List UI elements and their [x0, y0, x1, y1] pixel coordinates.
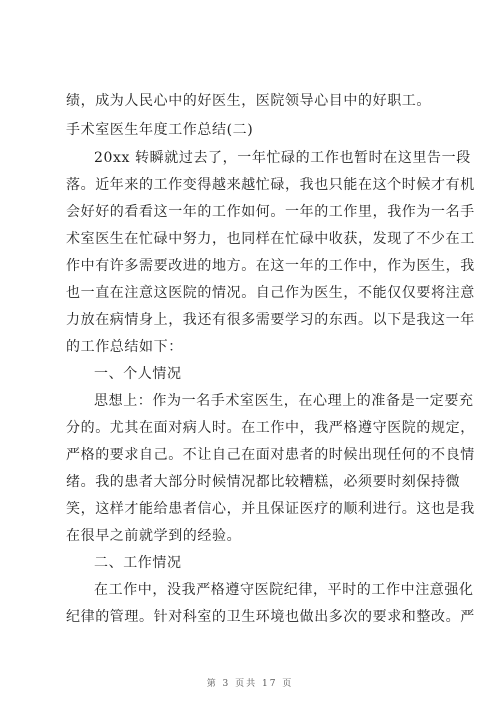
body-line: 思想上：作为一名手术室医生，在心理上的准备是一定要充: [94, 393, 474, 409]
body-line: 20xx 转瞬就过去了，一年忙碌的工作也暂时在这里告一段: [94, 150, 471, 166]
body-line: 在很早之前就学到的经验。: [66, 528, 242, 544]
body-line: 会好好的看看这一年的工作如何。一年的工作里，我作为一名手: [66, 204, 475, 220]
section-title: 手术室医生年度工作总结(二): [66, 122, 254, 138]
body-line: 纪律的管理。针对科室的卫生环境也做出多次的要求和整改。严: [66, 609, 475, 625]
body-line: 落。近年来的工作变得越来越忙碌，我也只能在这个时候才有机: [66, 177, 475, 193]
body-line: 分的。尤其在面对病人时。在工作中，我严格遵守医院的规定，: [66, 420, 475, 436]
body-line: 也一直在注意这医院的情况。自己作为医生，不能仅仅要将注意: [66, 285, 475, 301]
body-line: 作中有许多需要改进的地方。在这一年的工作中，作为医生，我: [66, 258, 475, 274]
body-line: 在工作中，没我严格遵守医院纪律，平时的工作中注意强化: [94, 582, 474, 598]
page-footer: 第 3 页共 17 页: [206, 679, 294, 689]
body-line: 绩，成为人民心中的好医生，医院领导心目中的好职工。: [66, 93, 431, 109]
body-line: 笑，这样才能给患者信心，并且保证医疗的顺利进行。这也是我: [66, 501, 475, 517]
body-line: 的工作总结如下：: [66, 339, 183, 355]
body-line: 绪。我的患者大部分时候情况都比较糟糕，必须要时刻保持微: [66, 474, 461, 490]
body-line: 力放在病情身上，我还有很多需要学习的东西。以下是我这一年: [66, 312, 475, 328]
subheading: 二、工作情况: [94, 555, 182, 571]
subheading: 一、个人情况: [94, 366, 182, 382]
body-line: 术室医生在忙碌中努力，也同样在忙碌中收获，发现了不少在工: [66, 231, 475, 247]
body-line: 严格的要求自己。不让自己在面对患者的时候出现任何的不良情: [66, 447, 475, 463]
